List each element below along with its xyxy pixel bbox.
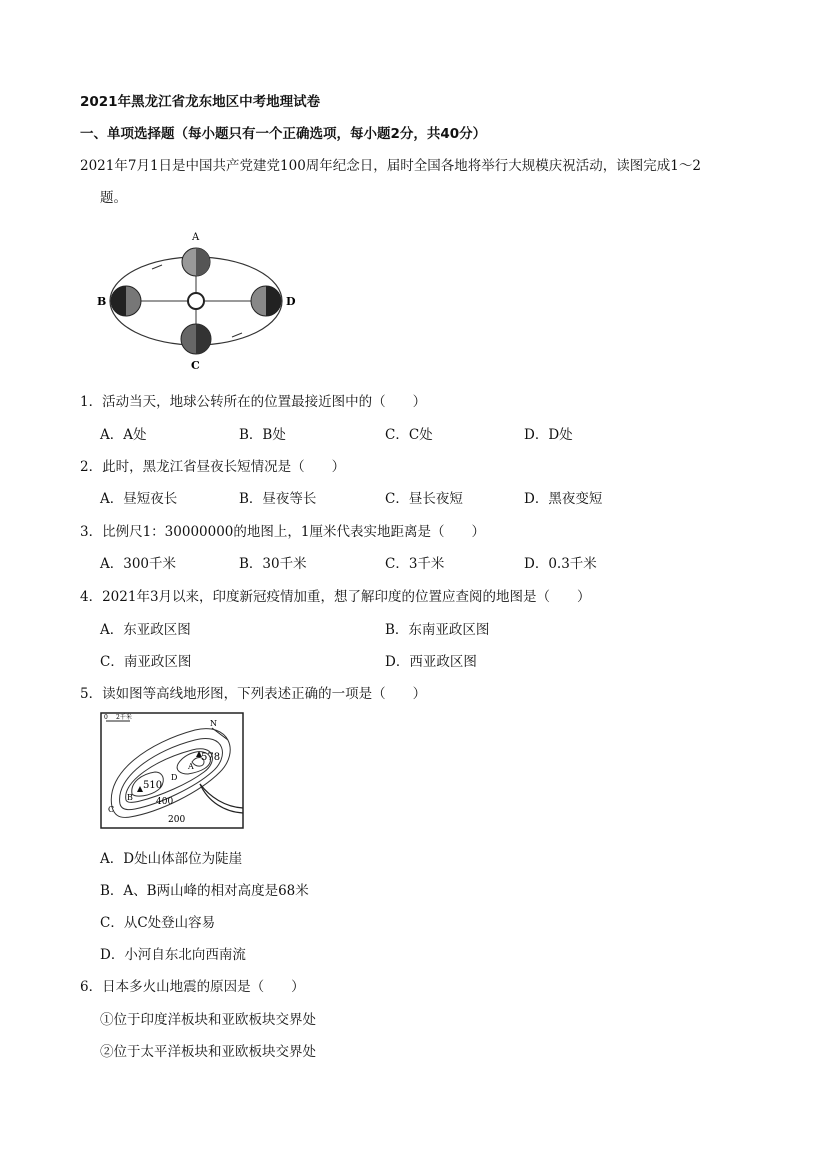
north-label: N [210, 719, 217, 728]
q5-option-d: D．小河自东北向西南流 [100, 947, 246, 963]
label-d: D [286, 295, 296, 308]
elev-578: 578 [201, 752, 221, 763]
q1-option-c: C．C处 [385, 427, 433, 443]
q4-option-a: A．东亚政区图 [100, 622, 191, 638]
elev-510: 510 [143, 780, 163, 791]
q5-option-a: A．D处山体部位为陡崖 [100, 851, 243, 867]
label-a: A [192, 232, 200, 243]
q3-option-b: B．30千米 [239, 556, 307, 572]
q3-option-a: A．300千米 [100, 556, 177, 572]
q3-stem: 3．比例尺1：30000000的地图上，1厘米代表实地距离是（ ） [80, 524, 485, 540]
q6-option-1: ①位于印度洋板块和亚欧板块交界处 [100, 1012, 316, 1028]
elev-200: 200 [168, 815, 186, 825]
q1-option-b: B．B处 [239, 427, 286, 443]
q4-option-c: C．南亚政区图 [100, 654, 192, 670]
q3-option-d: D．0.3千米 [524, 556, 597, 572]
q1-stem: 1．活动当天，地球公转所在的位置最接近图中的（ ） [80, 394, 427, 410]
intro-text: 2021年7月1日是中国共产党建党100周年纪念日，届时全国各地将举行大规模庆祝活动，读图完成1～2 [80, 158, 701, 174]
sun-icon [188, 293, 204, 309]
q1-option-d: D．D处 [524, 427, 573, 443]
label-b: B [97, 295, 107, 308]
scale-label: 2千米 [116, 714, 132, 721]
page-title: 2021年黑龙江省龙东地区中考地理试卷 [80, 94, 321, 110]
q4-option-d: D．西亚政区图 [385, 654, 477, 670]
scale-zero: 0 [104, 714, 108, 721]
map-label-d: D [171, 773, 178, 782]
contour-map-figure [100, 712, 245, 830]
q3-option-c: C．3千米 [385, 556, 445, 572]
q6-stem: 6．日本多火山地震的原因是（ ） [80, 979, 305, 995]
q5-stem: 5．读如图等高线地形图，下列表述正确的一项是（ ） [80, 686, 427, 702]
q4-stem: 4．2021年3月以来，印度新冠疫情加重，想了解印度的位置应查阅的地图是（ ） [80, 589, 591, 605]
section-heading: 一、单项选择题（每小题只有一个正确选项，每小题2分，共40分） [80, 126, 487, 142]
map-label-b: B [127, 793, 133, 802]
q2-option-a: A．昼短夜长 [100, 491, 178, 507]
label-c: C [191, 359, 200, 372]
q5-option-b: B．A、B两山峰的相对高度是68米 [100, 883, 309, 899]
earth-orbit-figure [92, 225, 307, 375]
q6-option-2: ②位于太平洋板块和亚欧板块交界处 [100, 1044, 316, 1060]
q2-option-b: B．昼夜等长 [239, 491, 317, 507]
q2-stem: 2．此时，黑龙江省昼夜长短情况是（ ） [80, 459, 346, 475]
q2-option-d: D．黑夜变短 [524, 491, 603, 507]
map-label-c: C [108, 805, 115, 814]
q2-option-c: C．昼长夜短 [385, 491, 463, 507]
q5-option-c: C．从C处登山容易 [100, 915, 216, 931]
map-label-a: A [188, 762, 194, 771]
q4-option-b: B．东南亚政区图 [385, 622, 490, 638]
intro-text-cont: 题。 [100, 190, 127, 206]
elev-400: 400 [156, 797, 174, 807]
q1-option-a: A．A处 [100, 427, 147, 443]
